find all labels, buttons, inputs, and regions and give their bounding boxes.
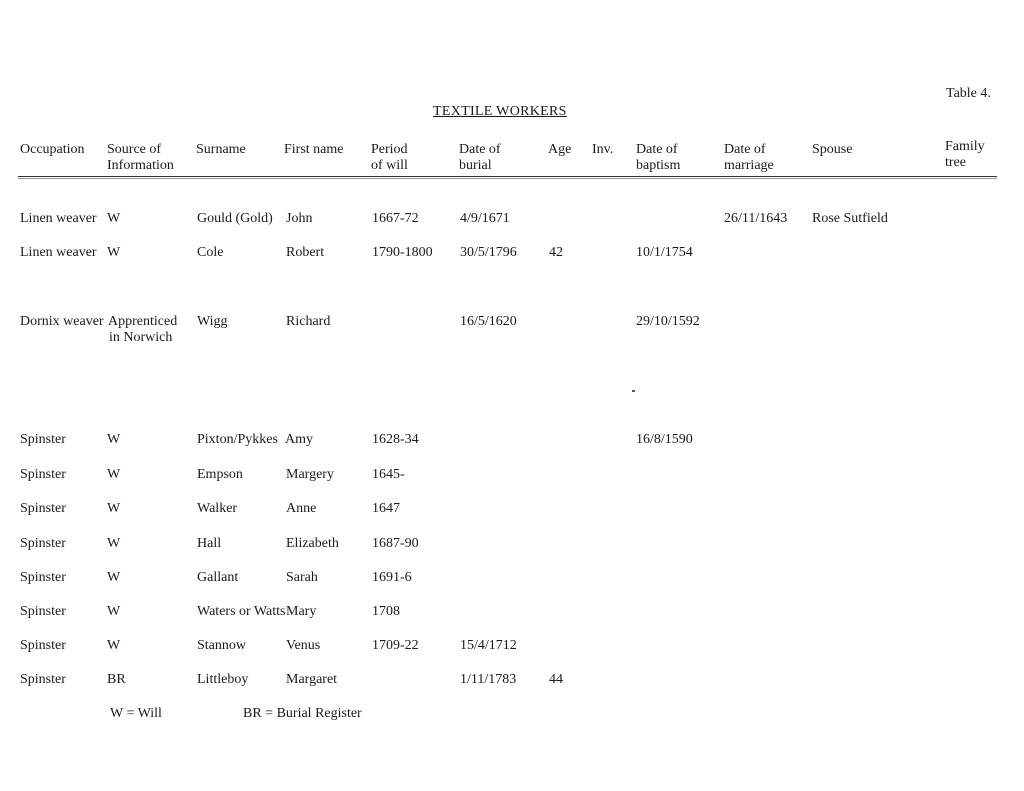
cell-occupation: Spinster: [20, 604, 66, 619]
cell-source: W: [107, 536, 121, 551]
cell-first-name: Sarah: [286, 570, 318, 585]
cell-source: W: [107, 211, 121, 226]
header-spouse: Spouse: [812, 142, 853, 157]
cell-baptism: 29/10/1592: [636, 314, 700, 329]
header-family-tree-line1: Family: [945, 139, 985, 154]
cell-spouse: Rose Sutfield: [812, 211, 888, 226]
cell-source: BR: [107, 672, 126, 687]
header-occupation: Occupation: [20, 142, 85, 157]
cell-period: 1628-34: [372, 432, 419, 447]
cell-source: W: [107, 501, 121, 516]
cell-burial: 15/4/1712: [460, 638, 517, 653]
cell-period: 1667-72: [372, 211, 419, 226]
cell-first-name: Margery: [286, 467, 334, 482]
cell-surname: Empson: [197, 467, 243, 482]
header-family-tree-line2: tree: [945, 155, 966, 170]
cell-burial: 1/11/1783: [460, 672, 517, 687]
cell-occupation: Spinster: [20, 536, 66, 551]
cell-occupation: Dornix weaver: [20, 314, 104, 329]
cell-source: W: [107, 245, 121, 260]
header-source-line2: Information: [107, 158, 174, 173]
cell-marriage: 26/11/1643: [724, 211, 788, 226]
cell-occupation: Linen weaver: [20, 211, 97, 226]
cell-surname: Wigg: [197, 314, 228, 329]
cell-first-name: Amy: [285, 432, 313, 447]
header-rule: [18, 176, 997, 177]
cell-baptism: 16/8/1590: [636, 432, 693, 447]
cell-burial: 16/5/1620: [460, 314, 517, 329]
page-title: TEXTILE WORKERS: [433, 104, 567, 119]
cell-first-name: Robert: [286, 245, 325, 260]
cell-source: Apprenticed: [108, 314, 178, 329]
cell-period: 1645-: [372, 467, 405, 482]
header-inv: Inv.: [592, 142, 614, 157]
header-period-line1: Period: [371, 142, 408, 157]
cell-occupation: Spinster: [20, 672, 66, 687]
cell-surname: Waters or Watts: [197, 604, 286, 619]
cell-period: 1647: [372, 501, 400, 516]
header-marriage-line1: Date of: [724, 142, 766, 157]
header-burial-line2: burial: [459, 158, 492, 173]
header-age: Age: [548, 142, 572, 157]
cell-source: W: [107, 432, 121, 447]
cell-source: W: [107, 638, 121, 653]
cell-first-name: Anne: [286, 501, 317, 516]
cell-source: W: [107, 570, 121, 585]
cell-period: 1790-1800: [372, 245, 433, 260]
cell-period: 1709-22: [372, 638, 419, 653]
cell-first-name: Richard: [286, 314, 331, 329]
cell-first-name: Margaret: [286, 672, 338, 687]
cell-occupation: Spinster: [20, 432, 66, 447]
header-period-line2: of will: [371, 158, 408, 173]
cell-surname: Stannow: [197, 638, 246, 653]
cell-burial: 30/5/1796: [460, 245, 517, 260]
header-source-line1: Source of: [107, 142, 162, 157]
cell-source-line2: in Norwich: [109, 330, 173, 345]
cell-occupation: Spinster: [20, 501, 66, 516]
cell-burial: 4/9/1671: [460, 211, 510, 226]
scan-mark: [632, 390, 635, 392]
header-surname: Surname: [196, 142, 246, 157]
cell-occupation: Linen weaver: [20, 245, 97, 260]
cell-age: 42: [549, 245, 563, 260]
cell-surname: Littleboy: [197, 672, 249, 687]
cell-source: W: [107, 467, 121, 482]
cell-first-name: John: [286, 211, 313, 226]
header-baptism-line2: baptism: [636, 158, 681, 173]
cell-period: 1708: [372, 604, 400, 619]
cell-first-name: Venus: [286, 638, 321, 653]
cell-surname: Gould (Gold): [197, 211, 273, 226]
cell-surname: Walker: [197, 501, 238, 516]
legend-will: W = Will: [110, 706, 162, 721]
table-label: Table 4.: [946, 86, 991, 101]
cell-surname: Pixton/Pykkes: [197, 432, 278, 447]
header-rule-shadow: [18, 178, 997, 179]
header-burial-line1: Date of: [459, 142, 501, 157]
cell-baptism: 10/1/1754: [636, 245, 693, 260]
cell-source: W: [107, 604, 121, 619]
header-first-name: First name: [284, 142, 344, 157]
cell-occupation: Spinster: [20, 570, 66, 585]
cell-occupation: Spinster: [20, 467, 66, 482]
cell-first-name: Elizabeth: [286, 536, 339, 551]
legend-burial-register: BR = Burial Register: [243, 706, 362, 721]
cell-period: 1687-90: [372, 536, 419, 551]
cell-first-name: Mary: [286, 604, 317, 619]
header-baptism-line1: Date of: [636, 142, 678, 157]
cell-surname: Cole: [197, 245, 224, 260]
header-marriage-line2: marriage: [724, 158, 774, 173]
cell-surname: Hall: [197, 536, 222, 551]
cell-surname: Gallant: [197, 570, 239, 585]
cell-age: 44: [549, 672, 563, 687]
cell-occupation: Spinster: [20, 638, 66, 653]
cell-period: 1691-6: [372, 570, 412, 585]
